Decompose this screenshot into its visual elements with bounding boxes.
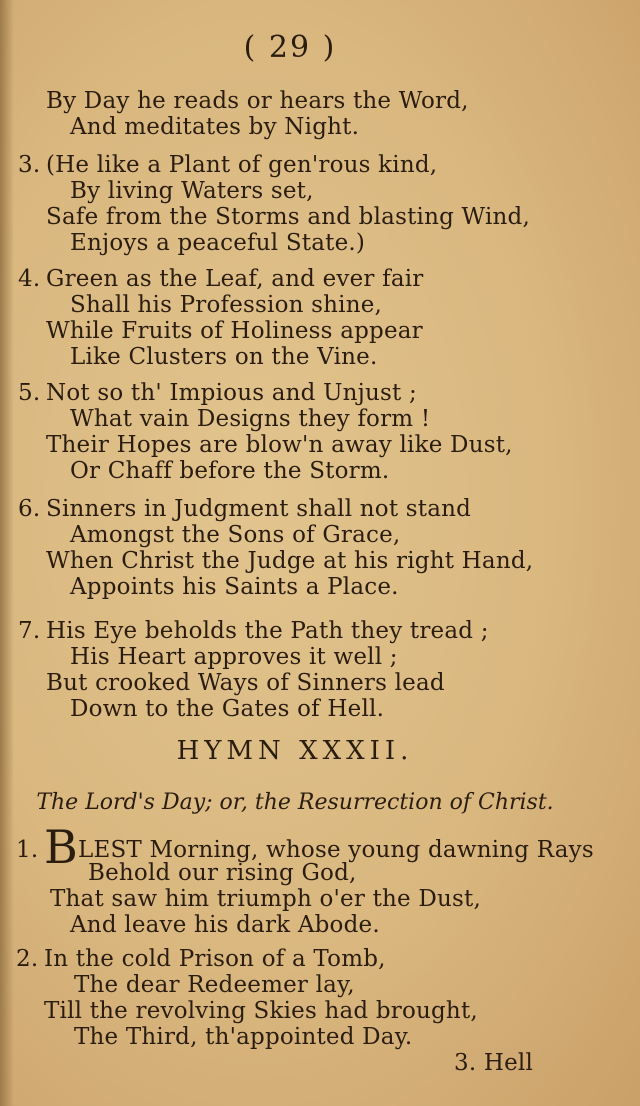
- verse-3-line-1: 3. (He like a Plant of gen'rous kind,: [18, 152, 438, 178]
- verse-line: But crooked Ways of Sinners lead: [46, 670, 445, 696]
- verse-4-line-1: 4. Green as the Leaf, and ever fair: [18, 266, 424, 292]
- verse-line: By living Waters set,: [70, 178, 314, 204]
- verse-line: Like Clusters on the Vine.: [70, 344, 378, 370]
- catchword: 3. Hell: [454, 1050, 534, 1076]
- verse-6-line-1: 6. Sinners in Judgment shall not stand: [18, 496, 472, 522]
- verse-line: Their Hopes are blow'n away like Dust,: [46, 432, 513, 458]
- hymn-line: The Third, th'appointed Day.: [74, 1024, 413, 1050]
- verse-line: Appoints his Saints a Place.: [70, 574, 399, 600]
- verse-5-line-1: 5. Not so th' Impious and Unjust ;: [18, 380, 417, 406]
- verse-line: When Christ the Judge at his right Hand,: [46, 548, 534, 574]
- verse-line: While Fruits of Holiness appear: [46, 318, 423, 344]
- verse-number: 6.: [18, 496, 41, 522]
- hymn-line: The dear Redeemer lay,: [74, 972, 355, 998]
- verse-line: Shall his Profession shine,: [70, 292, 383, 318]
- verse-number: 4.: [18, 266, 41, 292]
- verse-line: His Heart approves it well ;: [70, 644, 398, 670]
- verse-line: Or Chaff before the Storm.: [70, 458, 390, 484]
- verse-line: Enjoys a peaceful State.): [70, 230, 366, 256]
- drop-cap: B: [44, 820, 79, 874]
- verse-number: 5.: [18, 380, 41, 406]
- hymn-line: Behold our rising God,: [88, 860, 357, 886]
- hymn-line: Till the revolving Skies had brought,: [44, 998, 478, 1024]
- verse-line: Down to the Gates of Hell.: [70, 696, 385, 722]
- verse-line: Amongst the Sons of Grace,: [70, 522, 401, 548]
- hymn-line: That saw him triumph o'er the Dust,: [50, 886, 481, 912]
- verse-number: 3.: [18, 152, 41, 178]
- verse-line: What vain Designs they form !: [70, 406, 431, 432]
- verse-line: Safe from the Storms and blasting Wind,: [46, 204, 530, 230]
- verse-line: By Day he reads or hears the Word,: [46, 88, 469, 114]
- verse-number: 2.: [16, 946, 39, 972]
- hymn-subtitle: The Lord's Day; or, the Resurrection of Christ.: [36, 790, 554, 815]
- hymn-line: And leave his dark Abode.: [70, 912, 380, 938]
- hymn-verse-1-line-1: 1. BLEST Morning, whose young dawning Rays: [16, 820, 594, 874]
- verse-number: 1.: [16, 837, 39, 863]
- hymn-verse-2-line-1: 2. In the cold Prison of a Tomb,: [16, 946, 386, 972]
- hymn-title: HYMN XXXII.: [176, 736, 414, 766]
- verse-number: 7.: [18, 618, 41, 644]
- verse-7-line-1: 7. His Eye beholds the Path they tread ;: [18, 618, 489, 644]
- page-number: ( 29 ): [243, 30, 337, 65]
- verse-line: And meditates by Night.: [70, 114, 360, 140]
- page-gutter: [0, 0, 14, 1106]
